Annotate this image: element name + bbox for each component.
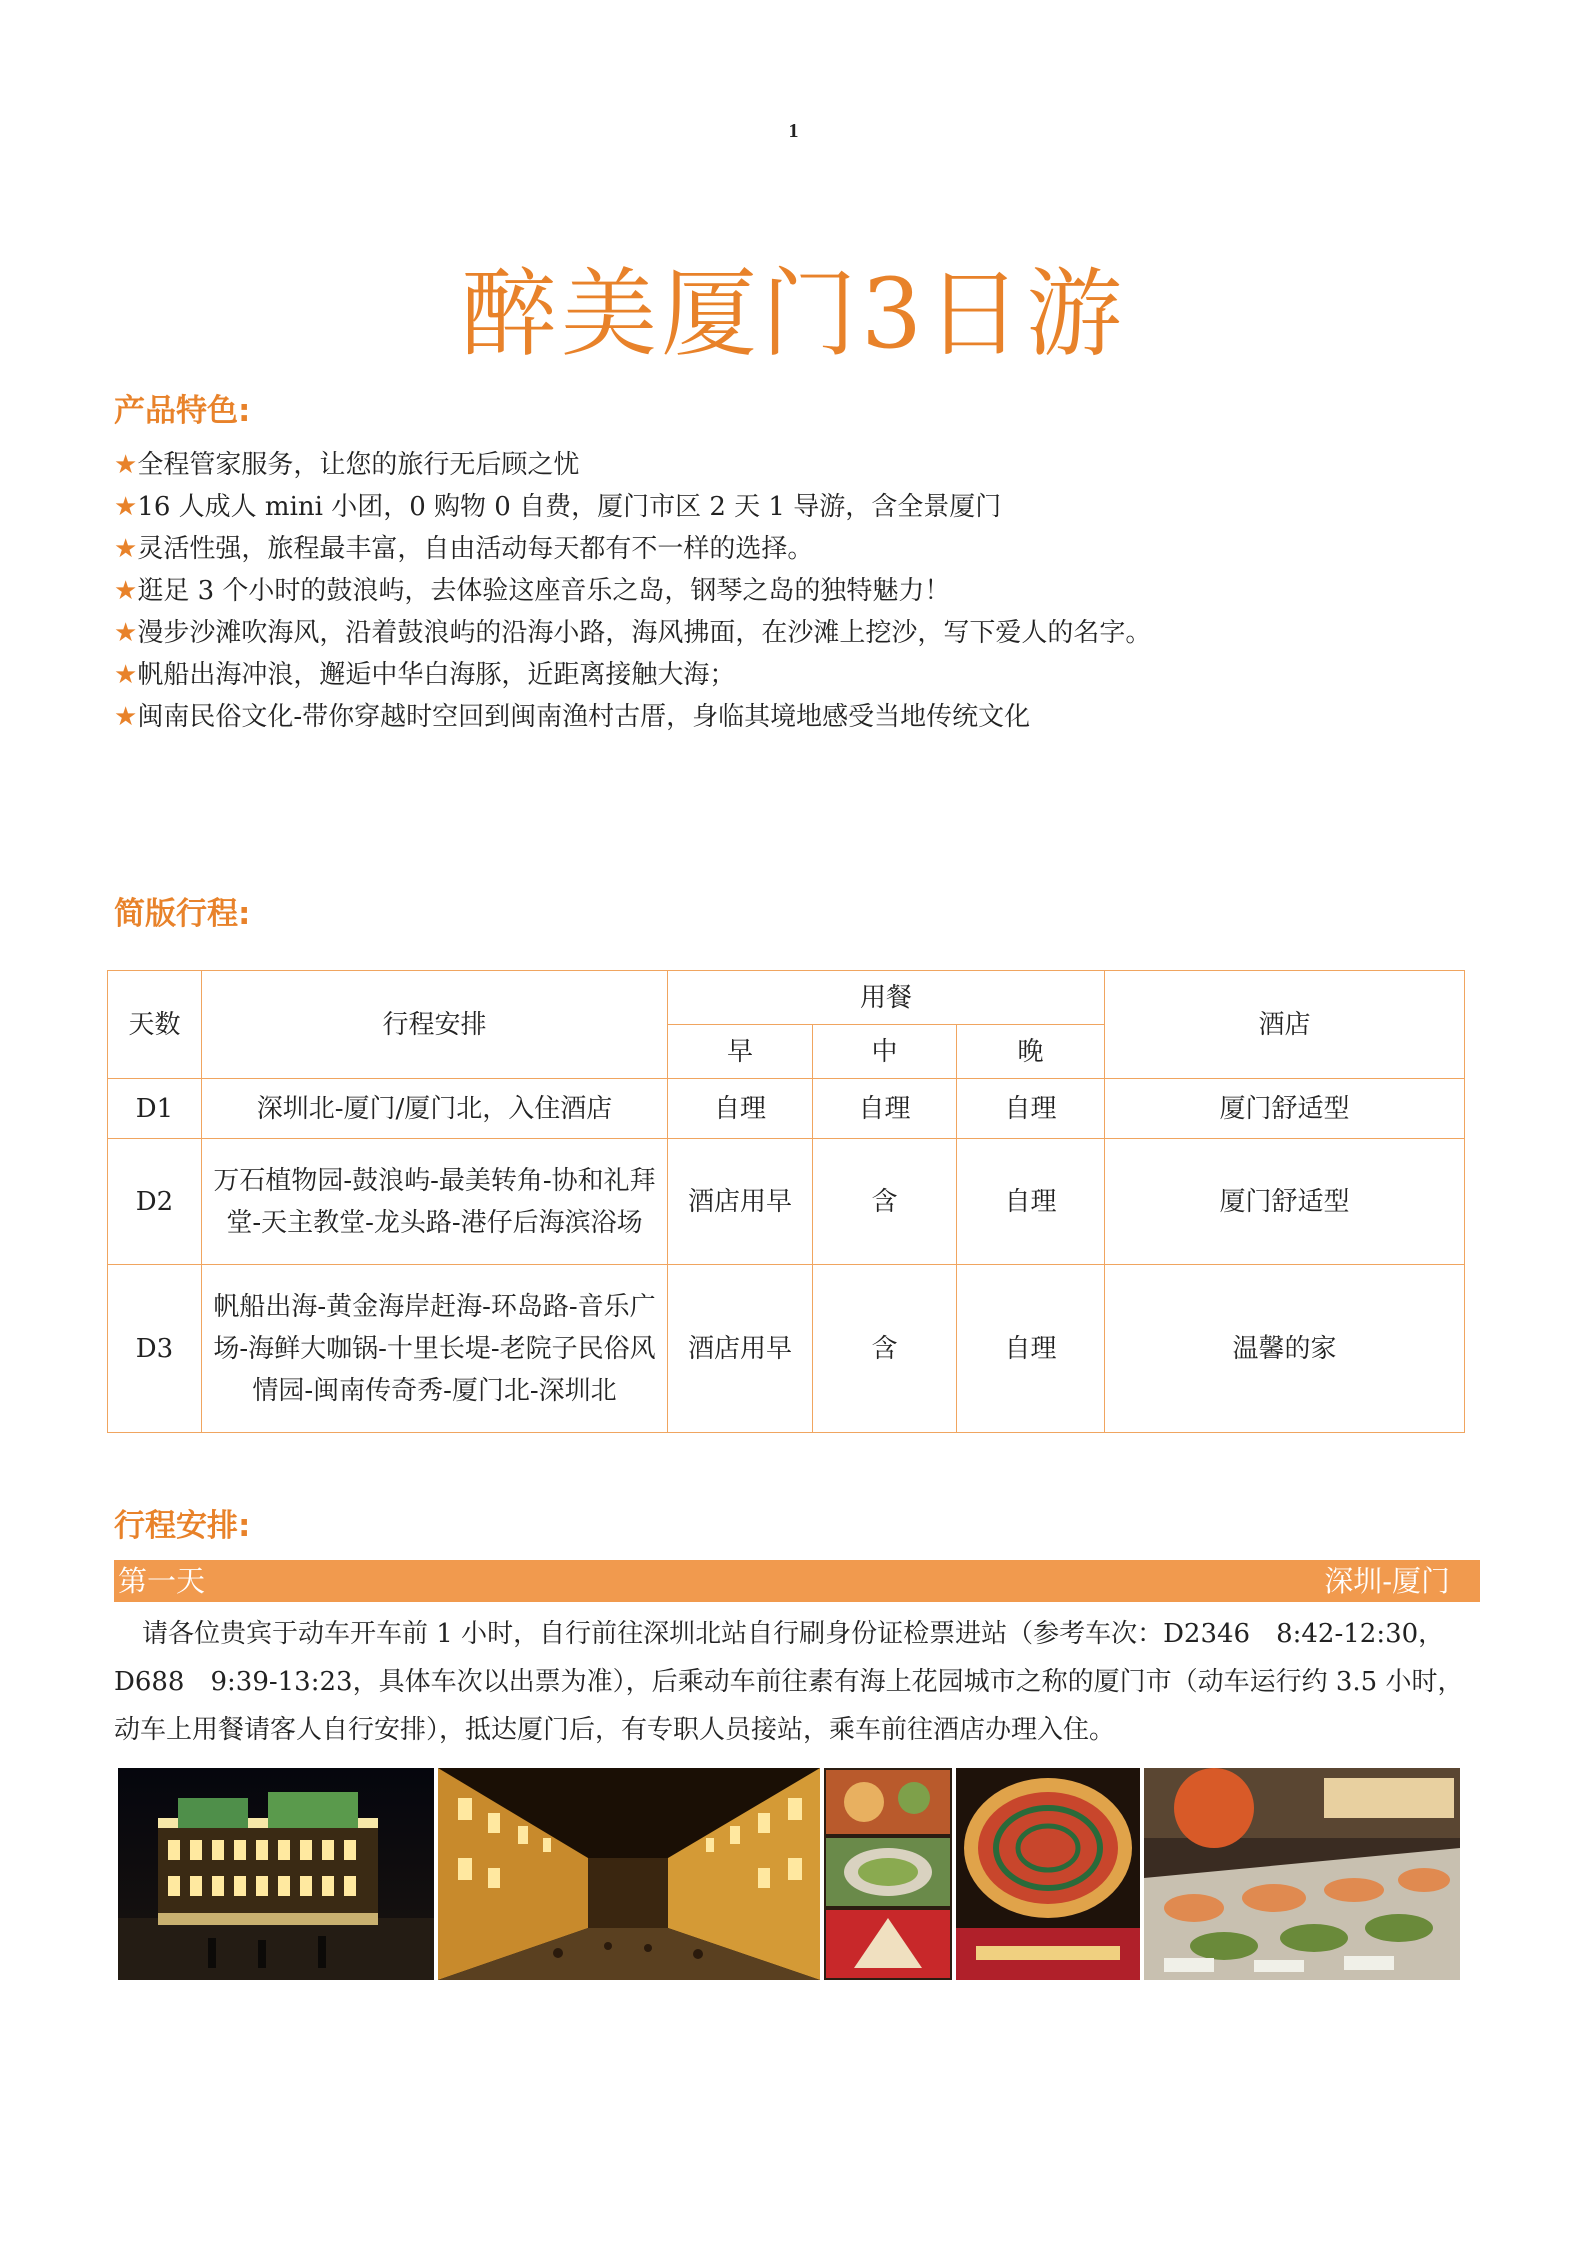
day-route: 深圳-厦门 xyxy=(1324,1564,1450,1598)
itinerary-table xyxy=(107,970,1465,1433)
night-building-photo xyxy=(118,1768,434,1980)
header-breakfast: 早 xyxy=(668,1025,813,1079)
star-icon: ★ xyxy=(114,618,138,648)
cell-hotel: 厦门舒适型 xyxy=(1105,1139,1465,1265)
feature-item: ★全程管家服务，让您的旅行无后顾之忧 xyxy=(114,450,580,480)
star-icon: ★ xyxy=(114,534,138,564)
feature-item: ★帆船出海冲浪，邂逅中华白海豚，近距离接触大海； xyxy=(114,660,736,690)
feature-item: ★逛足 3 个小时的鼓浪屿，去体验这座音乐之岛，钢琴之岛的独特魅力！ xyxy=(114,576,951,606)
star-icon: ★ xyxy=(114,450,138,480)
seafood-stall-photo xyxy=(1144,1768,1460,1980)
page-number: 1 xyxy=(788,120,799,142)
cell-breakfast: 酒店用早 xyxy=(668,1139,813,1265)
star-icon: ★ xyxy=(114,660,138,690)
header-dinner: 晚 xyxy=(957,1025,1105,1079)
day-one-description: 请各位贵宾于动车开车前 1 小时，自行前往深圳北站自行刷身份证检票进站（参考车次：D2346 8:42-12:30，D688 9:39-13:23，具体车次以出票为准），后乘动车前往素有海上花园城市之称的厦门市（动车运行约 3.5 小时，动车上用餐请客人自行安排），抵达厦门后，有专职人员接站，乘车前往酒店办理入住。 xyxy=(114,1619,1464,1745)
cell-hotel: 温馨的家 xyxy=(1105,1265,1465,1433)
feature-item: ★灵活性强，旅程最丰富，自由活动每天都有不一样的选择。 xyxy=(114,534,814,564)
cell-schedule: 万石植物园-鼓浪屿-最美转角-协和礼拜堂-天主教堂-龙头路-港仔后海滨浴场 xyxy=(202,1139,668,1265)
feature-item: ★漫步沙滩吹海风，沿着鼓浪屿的沿海小路，海风拂面，在沙滩上挖沙，写下爱人的名字。 xyxy=(114,618,1152,648)
day-label: 第一天 xyxy=(118,1564,206,1598)
cell-day: D1 xyxy=(108,1079,202,1139)
features-list xyxy=(114,444,1474,738)
cell-lunch: 含 xyxy=(813,1265,957,1433)
cell-day: D2 xyxy=(108,1139,202,1265)
header-schedule: 行程安排 xyxy=(202,971,668,1079)
star-icon: ★ xyxy=(114,702,138,732)
feature-item: ★闽南民俗文化-带你穿越时空回到闽南渔村古厝，身临其境地感受当地传统文化 xyxy=(114,702,1031,732)
header-lunch: 中 xyxy=(813,1025,957,1079)
photo-strip xyxy=(118,1768,1460,1980)
cell-hotel: 厦门舒适型 xyxy=(1105,1079,1465,1139)
cell-dinner: 自理 xyxy=(957,1139,1105,1265)
header-meals: 用餐 xyxy=(668,971,1105,1025)
shopping-street-photo xyxy=(438,1768,820,1980)
cell-lunch: 含 xyxy=(813,1139,957,1265)
pizza-dish-photo xyxy=(956,1768,1140,1980)
header-hotel: 酒店 xyxy=(1105,971,1465,1079)
cell-schedule: 帆船出海-黄金海岸赶海-环岛路-音乐广场-海鲜大咖锅-十里长堤-老院子民俗风情园-闽南传奇秀-厦门北-深圳北 xyxy=(202,1265,668,1433)
cell-schedule: 深圳北-厦门/厦门北，入住酒店 xyxy=(202,1079,668,1139)
feature-item: ★16 人成人 mini 小团，0 购物 0 自费，厦门市区 2 天 1 导游，含全景厦门 xyxy=(114,492,1002,522)
features-heading: 产品特色: xyxy=(114,393,251,429)
day-one-bar xyxy=(114,1560,1480,1602)
star-icon: ★ xyxy=(114,576,138,606)
cell-lunch: 自理 xyxy=(813,1079,957,1139)
cell-day: D3 xyxy=(108,1265,202,1433)
cell-breakfast: 酒店用早 xyxy=(668,1265,813,1433)
cell-breakfast: 自理 xyxy=(668,1079,813,1139)
table-row xyxy=(108,1139,1465,1265)
star-icon: ★ xyxy=(114,492,138,522)
cell-dinner: 自理 xyxy=(957,1265,1105,1433)
table-row xyxy=(108,1265,1465,1433)
header-day: 天数 xyxy=(108,971,202,1079)
cell-dinner: 自理 xyxy=(957,1079,1105,1139)
page-title: 醉美厦门3日游 xyxy=(460,258,1127,370)
itinerary-heading: 行程安排: xyxy=(114,1508,251,1544)
table-row xyxy=(108,1079,1465,1139)
food-collage-photo xyxy=(824,1768,952,1980)
brief-itinerary-heading: 简版行程: xyxy=(114,896,251,932)
